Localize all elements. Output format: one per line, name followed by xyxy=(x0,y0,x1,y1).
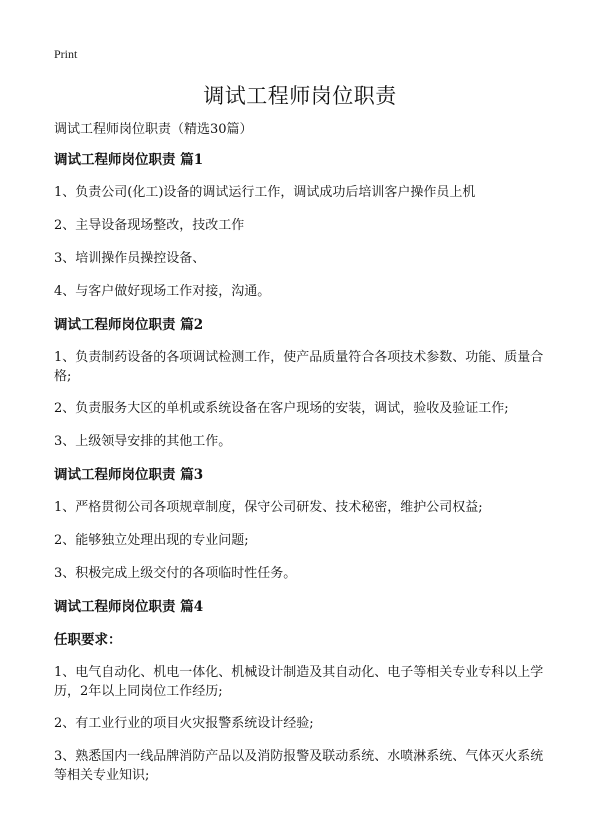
page-title: 调试工程师岗位职责 xyxy=(203,84,397,108)
list-item: 3、积极完成上级交付的各项临时性任务。 xyxy=(54,566,297,581)
list-item: 1、电气自动化、机电一体化、机械设计制造及其自动化、电子等相关专业专科以上学历，2年以上同岗位工作经历; xyxy=(54,665,544,699)
section-4 xyxy=(54,597,548,785)
list-item: 4、与客户做好现场工作对接，沟通。 xyxy=(54,284,271,299)
section-heading: 调试工程师岗位职责 篇1 xyxy=(54,152,204,168)
document-subtitle: 调试工程师岗位职责（精选30篇） xyxy=(54,122,253,137)
section-1 xyxy=(54,150,548,302)
list-item: 1、负责公司(化工)设备的调试运行工作，调试成功后培训客户操作员上机 xyxy=(54,185,476,200)
list-item: 2、有工业行业的项目火灾报警系统设计经验; xyxy=(54,716,314,731)
print-label[interactable]: Print xyxy=(54,47,78,61)
list-item: 3、培训操作员操控设备、 xyxy=(54,251,206,266)
list-item: 1、负责制药设备的各项调试检测工作，使产品质量符合各项技术参数、功能、质量合格; xyxy=(54,350,544,384)
document-body xyxy=(54,120,548,798)
section-3 xyxy=(54,465,548,584)
section-heading: 调试工程师岗位职责 篇2 xyxy=(54,317,204,333)
list-item: 2、能够独立处理出现的专业问题; xyxy=(54,533,249,548)
section-heading: 调试工程师岗位职责 篇3 xyxy=(54,467,204,483)
requirements-heading: 任职要求： xyxy=(54,632,122,648)
section-heading: 调试工程师岗位职责 篇4 xyxy=(54,599,204,615)
list-item: 2、主导设备现场整改，技改工作 xyxy=(54,218,245,233)
section-2 xyxy=(54,315,548,452)
list-item: 1、严格贯彻公司各项规章制度，保守公司研发、技术秘密，维护公司权益; xyxy=(54,500,483,515)
list-item: 3、熟悉国内一线品牌消防产品以及消防报警及联动系统、水喷淋系统、气体灭火系统等相关专业知识; xyxy=(54,749,544,783)
list-item: 2、负责服务大区的单机或系统设备在客户现场的安装，调试，验收及验证工作; xyxy=(54,401,509,416)
list-item: 3、上级领导安排的其他工作。 xyxy=(54,434,232,449)
